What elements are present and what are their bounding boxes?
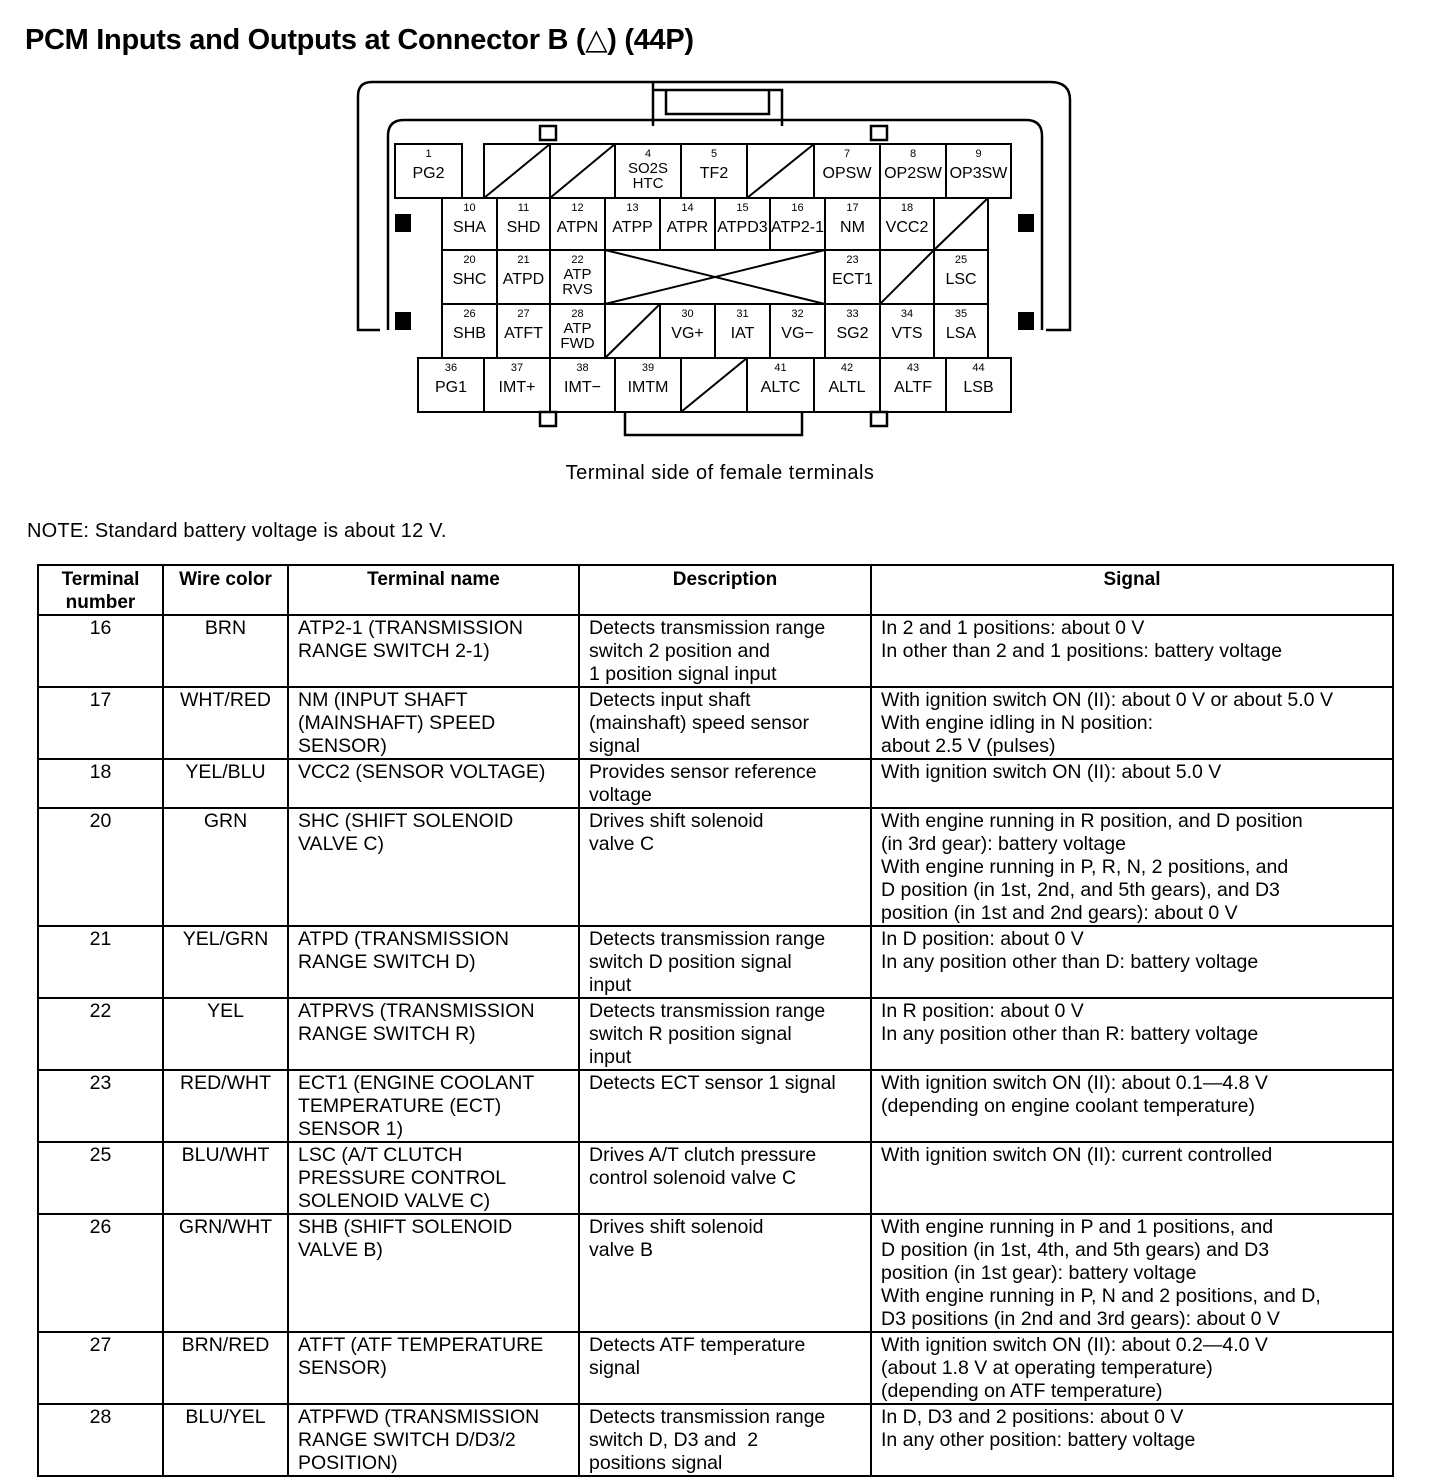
terminal-cell xyxy=(412,148,444,182)
terminal-label: VG+ xyxy=(671,325,704,342)
terminal-number: 35 xyxy=(954,308,968,320)
terminal-cell xyxy=(507,202,541,236)
terminal-label: ATPD3 xyxy=(717,219,768,236)
header-signal: Signal xyxy=(871,565,1393,615)
blank-terminal-slash xyxy=(681,358,747,412)
terminal-cell xyxy=(700,148,729,182)
terminal-label: VCC2 xyxy=(885,219,929,236)
terminal-label: NM xyxy=(840,219,865,236)
signal-cell: With engine running in R position, and D position (in 3rd gear): battery voltage With engine running in P, R, N, 2 positions, and D position (in 1st, 2nd, and 5th gears), and D3 position (in 1st and 2nd gears): about 0 V xyxy=(871,808,1393,926)
wire-color-cell: GRN xyxy=(163,808,288,926)
terminal-cell xyxy=(628,148,668,192)
signal-cell: In R position: about 0 V In any position other than R: battery voltage xyxy=(871,998,1393,1070)
terminal-label: IAT xyxy=(730,325,755,342)
wire-color-cell: YEL/GRN xyxy=(163,926,288,998)
wire-color-cell: BLU/WHT xyxy=(163,1142,288,1214)
terminal-label: VG− xyxy=(781,325,814,342)
terminal-cell xyxy=(832,254,873,288)
wire-color-cell: BLU/YEL xyxy=(163,1404,288,1476)
table-row xyxy=(38,1404,1393,1476)
terminal-label: OP2SW xyxy=(884,165,942,182)
terminal-label: ATPP xyxy=(612,219,653,236)
description-cell: Detects input shaft (mainshaft) speed sensor signal xyxy=(579,687,871,759)
terminal-number: 12 xyxy=(571,202,584,214)
terminal-number: 13 xyxy=(626,202,639,214)
terminal-number-cell: 22 xyxy=(38,998,163,1070)
terminal-name-cell: LSC (A/T CLUTCH PRESSURE CONTROL SOLENOID VALVE C) xyxy=(288,1142,579,1214)
table-row xyxy=(38,998,1393,1070)
terminal-table xyxy=(37,564,1394,1477)
terminal-name-cell: ATFT (ATF TEMPERATURE SENSOR) xyxy=(288,1332,579,1404)
terminal-name-cell: ATPRVS (TRANSMISSION RANGE SWITCH R) xyxy=(288,998,579,1070)
table-header-row xyxy=(38,565,1393,615)
table-row xyxy=(38,1142,1393,1214)
terminal-name-cell: ECT1 (ENGINE COOLANT TEMPERATURE (ECT) SENSOR 1) xyxy=(288,1070,579,1142)
terminal-cell xyxy=(667,202,708,236)
wire-color-cell: YEL/BLU xyxy=(163,759,288,808)
terminal-cell xyxy=(453,254,487,288)
wire-color-cell: BRN/RED xyxy=(163,1332,288,1404)
terminal-name-cell: ATP2-1 (TRANSMISSION RANGE SWITCH 2-1) xyxy=(288,615,579,687)
table-row xyxy=(38,759,1393,808)
table-row xyxy=(38,615,1393,687)
terminal-label: ATP RVS xyxy=(562,266,593,298)
terminal-number: 26 xyxy=(463,308,476,320)
header-terminal-number: Terminal number xyxy=(38,565,163,615)
terminal-number: 27 xyxy=(517,308,530,320)
table-row xyxy=(38,1070,1393,1142)
terminal-name-cell: NM (INPUT SHAFT (MAINSHAFT) SPEED SENSOR) xyxy=(288,687,579,759)
terminal-label: ALTF xyxy=(894,379,932,396)
terminal-cell xyxy=(836,308,868,342)
description-cell: Detects transmission range switch D position signal input xyxy=(579,926,871,998)
terminal-number-cell: 23 xyxy=(38,1070,163,1142)
header-wire-color: Wire color xyxy=(163,565,288,615)
signal-cell: With ignition switch ON (II): about 0.2—4.0 V (about 1.8 V at operating temperature) (depending on ATF temperature) xyxy=(871,1332,1393,1404)
terminal-label: IMTM xyxy=(627,379,669,396)
signal-cell: In 2 and 1 positions: about 0 V In other than 2 and 1 positions: battery voltage xyxy=(871,615,1393,687)
description-cell: Detects ECT sensor 1 signal xyxy=(579,1070,871,1142)
terminal-cell xyxy=(884,148,943,182)
terminal-number: 9 xyxy=(975,148,982,160)
terminal-cell xyxy=(771,202,824,236)
description-cell: Drives A/T clutch pressure control solenoid valve C xyxy=(579,1142,871,1214)
terminal-label: LSB xyxy=(963,379,994,396)
terminal-number: 44 xyxy=(972,362,985,374)
terminal-cell xyxy=(503,254,544,288)
terminal-number-cell: 20 xyxy=(38,808,163,926)
terminal-cell xyxy=(945,254,976,288)
terminal-cell xyxy=(761,362,801,396)
blank-terminal-slash xyxy=(605,304,660,358)
terminal-label: TF2 xyxy=(699,165,729,182)
wire-color-cell: WHT/RED xyxy=(163,687,288,759)
terminal-number: 33 xyxy=(846,308,859,320)
terminal-label: ATP FWD xyxy=(560,320,595,352)
terminal-label: PG1 xyxy=(434,379,468,396)
terminal-number: 20 xyxy=(463,254,476,266)
terminal-cell xyxy=(612,202,653,236)
terminal-label: ATFT xyxy=(504,325,543,342)
terminal-cell xyxy=(499,362,536,396)
terminal-cell xyxy=(562,254,593,298)
terminal-cell xyxy=(894,362,932,396)
battery-note: NOTE: Standard battery voltage is about 12 V. xyxy=(27,520,447,542)
terminal-cell xyxy=(950,148,1009,182)
terminal-number-cell: 27 xyxy=(38,1332,163,1404)
terminal-number-cell: 21 xyxy=(38,926,163,998)
wire-color-cell: RED/WHT xyxy=(163,1070,288,1142)
terminal-number: 10 xyxy=(463,202,476,214)
header-description: Description xyxy=(579,565,871,615)
signal-cell: With engine running in P and 1 positions, and D position (in 1st, 4th, and 5th gears) and D3 position (in 1st gear): battery voltage With engine running in P, N and 2 positions, and D, D3 positions (in 2nd and 3rd gears): about 0 V xyxy=(871,1214,1393,1332)
terminal-number: 11 xyxy=(517,202,530,214)
terminal-label: LSC xyxy=(945,271,977,288)
terminal-cell xyxy=(564,362,601,396)
wire-color-cell: GRN/WHT xyxy=(163,1214,288,1332)
terminal-cell xyxy=(560,308,594,352)
signal-cell: With ignition switch ON (II): about 0.1—4.8 V (depending on engine coolant temperature) xyxy=(871,1070,1393,1142)
signal-cell: In D, D3 and 2 positions: about 0 V In any other position: battery voltage xyxy=(871,1404,1393,1476)
table-row xyxy=(38,687,1393,759)
header-terminal-name: Terminal name xyxy=(288,565,579,615)
terminal-cell xyxy=(781,308,813,342)
terminal-label: ECT1 xyxy=(832,271,873,288)
terminal-number: 21 xyxy=(517,254,530,266)
terminal-label: SHA xyxy=(453,219,486,236)
signal-cell: With ignition switch ON (II): current controlled xyxy=(871,1142,1393,1214)
terminal-label: ALTC xyxy=(760,379,801,396)
terminal-label: VTS xyxy=(891,325,923,342)
terminal-number: 43 xyxy=(906,362,920,374)
terminal-number: 41 xyxy=(774,362,787,374)
terminal-label: SHC xyxy=(452,271,487,288)
terminal-label: OP3SW xyxy=(949,165,1008,182)
triangle-symbol: △ xyxy=(585,24,608,56)
terminal-number: 14 xyxy=(681,202,694,214)
terminal-label: IMT+ xyxy=(498,379,536,396)
terminal-name-cell: VCC2 (SENSOR VOLTAGE) xyxy=(288,759,579,808)
description-cell: Detects transmission range switch D, D3 and 2 positions signal xyxy=(579,1404,871,1476)
wire-color-cell: YEL xyxy=(163,998,288,1070)
blank-terminal-slash xyxy=(747,144,814,198)
terminal-number: 23 xyxy=(846,254,859,266)
blank-terminal-slash xyxy=(880,250,934,304)
terminal-label: ALTL xyxy=(828,379,866,396)
blank-terminal-slash xyxy=(934,198,988,250)
terminal-label: IMT− xyxy=(564,379,601,396)
terminal-number: 42 xyxy=(840,362,854,374)
terminal-number: 38 xyxy=(576,362,589,374)
terminal-number: 37 xyxy=(510,362,524,374)
table-row xyxy=(38,926,1393,998)
terminal-cell xyxy=(717,202,767,236)
terminal-number: 5 xyxy=(710,148,718,160)
terminal-label: ATPR xyxy=(666,219,709,236)
description-cell: Detects ATF temperature signal xyxy=(579,1332,871,1404)
signal-cell: With ignition switch ON (II): about 5.0 V xyxy=(871,759,1393,808)
connector-diagram xyxy=(350,78,1080,440)
table-row xyxy=(38,1214,1393,1332)
description-cell: Drives shift solenoid valve C xyxy=(579,808,871,926)
terminal-label: SHB xyxy=(453,325,486,342)
terminal-cell xyxy=(823,148,873,182)
terminal-cell xyxy=(453,202,486,236)
terminal-label: SO2S HTC xyxy=(627,160,669,192)
terminal-number-cell: 25 xyxy=(38,1142,163,1214)
terminal-number: 16 xyxy=(791,202,804,214)
terminal-number: 4 xyxy=(644,148,652,160)
terminal-number: 15 xyxy=(736,202,749,214)
terminal-cell xyxy=(828,362,865,396)
signal-cell: With ignition switch ON (II): about 0 V or about 5.0 V With engine idling in N position: about 2.5 V (pulses) xyxy=(871,687,1393,759)
description-cell: Detects transmission range switch 2 position and 1 position signal input xyxy=(579,615,871,687)
terminal-label: SHD xyxy=(506,219,541,236)
blank-terminal-slash xyxy=(484,144,550,198)
table-row xyxy=(38,1332,1393,1404)
terminal-number: 18 xyxy=(900,202,914,214)
terminal-cell xyxy=(504,308,543,342)
terminal-number: 22 xyxy=(571,254,584,266)
terminal-number: 36 xyxy=(444,362,458,374)
wire-color-cell: BRN xyxy=(163,615,288,687)
table-row xyxy=(38,808,1393,926)
terminal-number-cell: 16 xyxy=(38,615,163,687)
terminal-label: SG2 xyxy=(836,325,869,342)
terminal-cell xyxy=(946,308,977,342)
terminal-cell xyxy=(840,202,865,236)
terminal-number: 30 xyxy=(681,308,694,320)
terminal-number: 34 xyxy=(900,308,914,320)
terminal-cell xyxy=(557,202,598,236)
terminal-number: 1 xyxy=(425,148,432,160)
terminal-number-cell: 28 xyxy=(38,1404,163,1476)
terminal-number: 8 xyxy=(909,148,917,160)
terminal-name-cell: ATPD (TRANSMISSION RANGE SWITCH D) xyxy=(288,926,579,998)
terminal-label: ATPD xyxy=(502,271,545,288)
blank-terminal-slash xyxy=(550,144,615,198)
terminal-number-cell: 18 xyxy=(38,759,163,808)
terminal-number-cell: 26 xyxy=(38,1214,163,1332)
terminal-label: ATP2-1 xyxy=(770,219,825,236)
terminal-number-cell: 17 xyxy=(38,687,163,759)
terminal-number: 39 xyxy=(641,362,655,374)
terminal-number: 31 xyxy=(736,308,749,320)
terminal-name-cell: ATPFWD (TRANSMISSION RANGE SWITCH D/D3/2 POSITION) xyxy=(288,1404,579,1476)
terminal-name-cell: SHC (SHIFT SOLENOID VALVE C) xyxy=(288,808,579,926)
page-title: PCM Inputs and Outputs at Connector B (△) (44P) xyxy=(25,24,694,56)
terminal-cell xyxy=(886,202,929,236)
terminal-cell xyxy=(628,362,669,396)
description-cell: Detects transmission range switch R position signal input xyxy=(579,998,871,1070)
terminal-number: 25 xyxy=(954,254,968,266)
terminal-number: 17 xyxy=(846,202,859,214)
terminal-cell xyxy=(671,308,703,342)
terminal-name-cell: SHB (SHIFT SOLENOID VALVE B) xyxy=(288,1214,579,1332)
terminal-cell xyxy=(453,308,486,342)
terminal-label: LSA xyxy=(945,325,977,342)
terminal-cell xyxy=(435,362,467,396)
description-cell: Drives shift solenoid valve B xyxy=(579,1214,871,1332)
signal-cell: In D position: about 0 V In any position other than D: battery voltage xyxy=(871,926,1393,998)
terminal-label: PG2 xyxy=(412,165,445,182)
connector-caption: Terminal side of female terminals xyxy=(565,462,875,484)
terminal-number: 32 xyxy=(791,308,804,320)
terminal-label: OPSW xyxy=(822,165,872,182)
terminal-cell xyxy=(731,308,755,342)
terminal-cell xyxy=(963,362,993,396)
terminal-cell xyxy=(891,308,922,342)
terminal-label: ATPN xyxy=(556,219,599,236)
terminal-number: 7 xyxy=(843,148,851,160)
description-cell: Provides sensor reference voltage xyxy=(579,759,871,808)
terminal-number: 28 xyxy=(571,308,584,320)
